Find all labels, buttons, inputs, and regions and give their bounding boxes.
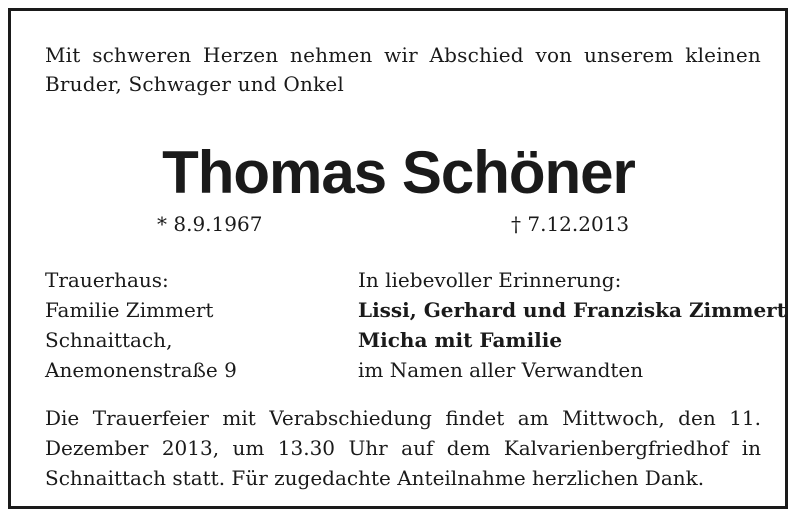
death-date: † 7.12.2013 — [511, 212, 630, 236]
mourners-list — [358, 265, 786, 385]
mourners-heading: In liebevoller Erinnerung: — [358, 268, 622, 292]
mourning-house-label: Trauerhaus: — [45, 268, 169, 292]
mourning-house-street: Anemonenstraße 9 — [45, 358, 237, 382]
funeral-notice — [45, 403, 761, 493]
birth-date: * 8.9.1967 — [157, 212, 263, 236]
mourning-house-address — [45, 265, 345, 385]
deceased-name: Thomas Schöner — [162, 139, 635, 206]
intro-text — [45, 41, 761, 99]
mourners-line-3: im Namen aller Verwandten — [358, 358, 644, 382]
intro-line-2: Bruder, Schwager und Onkel — [45, 72, 344, 96]
funeral-notice-line-2: Dezember 2013, um 13.30 Uhr auf dem Kalvarienbergfriedhof in — [45, 436, 761, 460]
mourners-line-2: Micha mit Familie — [358, 328, 563, 352]
intro-line-1: Mit schweren Herzen nehmen wir Abschied von unserem kleinen — [45, 43, 761, 67]
mourners-line-1: Lissi, Gerhard und Franziska Zimmert — [358, 298, 786, 322]
funeral-notice-line-1: Die Trauerfeier mit Verabschiedung findet am Mittwoch, den 11. — [45, 406, 761, 430]
mourning-house-family: Familie Zimmert — [45, 298, 214, 322]
mourning-house-town: Schnaittach, — [45, 328, 173, 352]
funeral-notice-line-3: Schnaittach statt. Für zugedachte Anteilnahme herzlichen Dank. — [45, 466, 705, 490]
obituary-frame — [8, 8, 788, 509]
